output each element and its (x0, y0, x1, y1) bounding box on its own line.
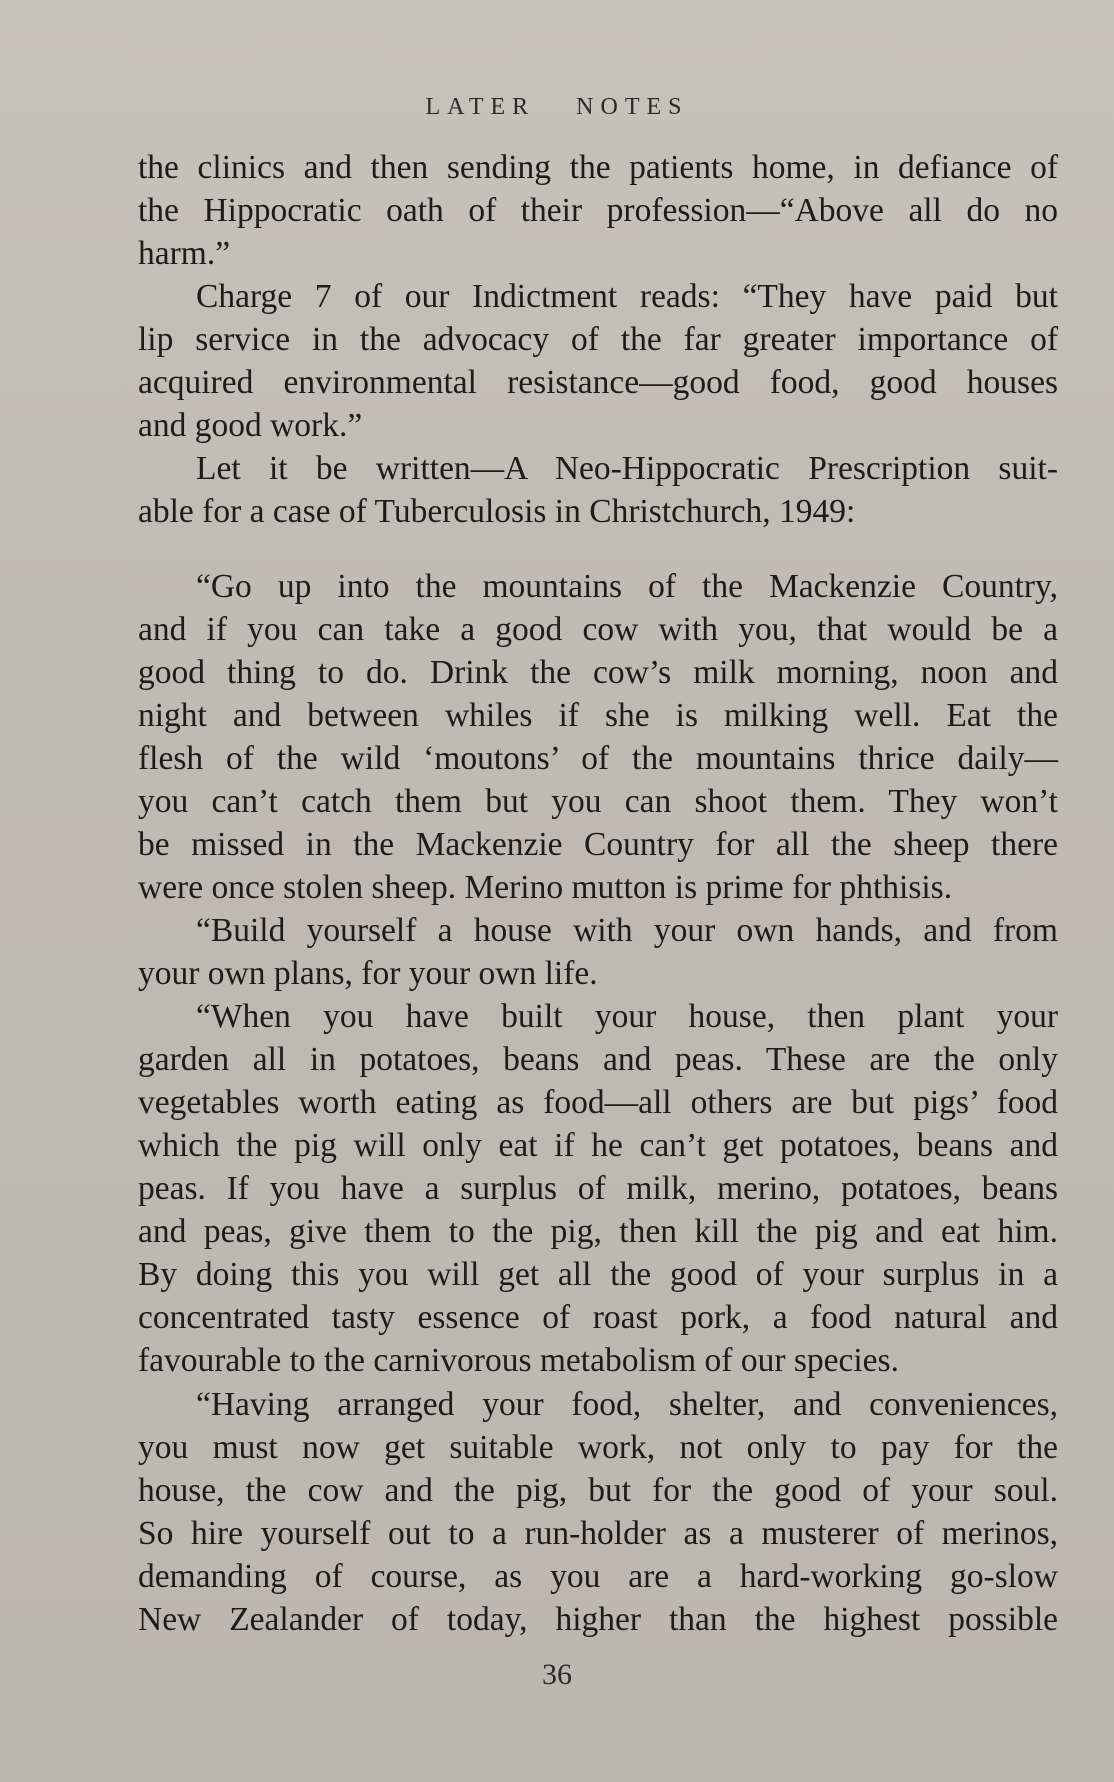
paragraph (138, 995, 1058, 1382)
text-line: and good work.” (138, 407, 363, 444)
text-line: Charge 7 of our Indictment reads: “They have paid but (196, 278, 1058, 315)
paragraph (138, 909, 1058, 995)
text-line: and peas, give them to the pig, then kill the pig and eat him. (138, 1213, 1058, 1250)
text-line: Let it be written—A Neo-Hippocratic Prescription suit- (196, 450, 1058, 487)
text-line: night and between whiles if she is milking well. Eat the (138, 697, 1058, 734)
running-head (0, 94, 1114, 121)
section-gap (138, 533, 1058, 565)
text-line: good thing to do. Drink the cow’s milk morning, noon and (138, 654, 1058, 691)
text-line: demanding of course, as you are a hard-working go-slow (138, 1558, 1058, 1595)
text-line: able for a case of Tuberculosis in Christchurch, 1949: (138, 493, 856, 530)
text-line: house, the cow and the pig, but for the good of your soul. (138, 1472, 1058, 1509)
paragraph (138, 447, 1058, 533)
text-line: concentrated tasty essence of roast pork, a food natural and (138, 1299, 1058, 1336)
paragraph (138, 565, 1058, 909)
text-line: your own plans, for your own life. (138, 955, 598, 992)
text-line: you can’t catch them but you can shoot them. They won’t (138, 783, 1058, 820)
text-line: “When you have built your house, then plant your (196, 998, 1058, 1035)
page-number: 36 (542, 1658, 572, 1691)
text-line: and if you can take a good cow with you, that would be a (138, 611, 1058, 648)
text-line: you must now get suitable work, not only to pay for the (138, 1429, 1058, 1466)
text-line: flesh of the wild ‘moutons’ of the mountains thrice daily— (138, 740, 1058, 777)
text-line: were once stolen sheep. Merino mutton is prime for phthisis. (138, 869, 953, 906)
text-line: New Zealander of today, higher than the highest possible (138, 1601, 1058, 1638)
running-head-left: LATER (425, 94, 536, 120)
text-line: “Go up into the mountains of the Mackenzie Country, (196, 568, 1058, 605)
text-line: favourable to the carnivorous metabolism of our species. (138, 1342, 899, 1379)
text-line: be missed in the Mackenzie Country for all the sheep there (138, 826, 1058, 863)
text-line: “Build yourself a house with your own hands, and from (196, 912, 1058, 949)
text-line: “Having arranged your food, shelter, and conveniences, (196, 1386, 1058, 1423)
text-line: harm.” (138, 235, 231, 272)
text-line: lip service in the advocacy of the far greater importance of (138, 321, 1058, 358)
paragraph (138, 1383, 1058, 1641)
running-head-right: NOTES (576, 94, 689, 120)
text-line: the Hippocratic oath of their profession—“Above all do no (138, 192, 1058, 229)
paragraph (138, 275, 1058, 447)
text-line: By doing this you will get all the good of your surplus in a (138, 1256, 1058, 1293)
text-line: the clinics and then sending the patients home, in defiance of (138, 149, 1058, 186)
text-line: acquired environmental resistance—good food, good houses (138, 364, 1058, 401)
body-text (138, 146, 1058, 1641)
text-line: garden all in potatoes, beans and peas. These are the only (138, 1041, 1058, 1078)
text-line: vegetables worth eating as food—all others are but pigs’ food (138, 1084, 1058, 1121)
text-line: which the pig will only eat if he can’t get potatoes, beans and (138, 1127, 1058, 1164)
paragraph (138, 146, 1058, 275)
text-line: So hire yourself out to a run-holder as a musterer of merinos, (138, 1515, 1058, 1552)
text-line: peas. If you have a surplus of milk, merino, potatoes, beans (138, 1170, 1058, 1207)
